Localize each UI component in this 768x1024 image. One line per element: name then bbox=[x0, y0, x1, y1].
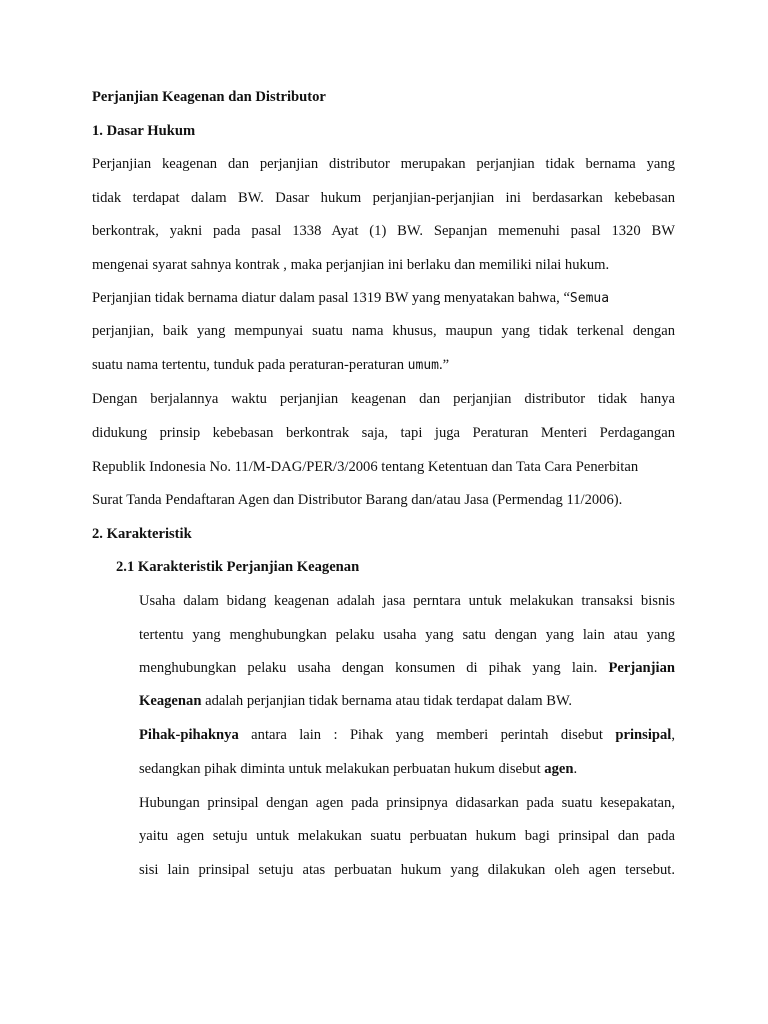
document-title bbox=[92, 88, 326, 106]
paragraph-line bbox=[92, 289, 675, 308]
paragraph-line bbox=[139, 659, 675, 677]
paragraph-text: sedangkan pihak diminta untuk melakukan perbuatan hukum disebut bbox=[139, 761, 545, 777]
paragraph-text: antara lain : Pihak yang memberi perintah disebut bbox=[238, 727, 616, 743]
paragraph-text: , bbox=[671, 727, 675, 743]
paragraph-line: Perjanjian keagenan dan perjanjian distributor merupakan perjanjian tidak bernama yang bbox=[92, 156, 675, 172]
paragraph-line: Republik Indonesia No. 11/M-DAG/PER/3/2006 tentang Ketentuan dan Tata Cara Penerbitan bbox=[92, 459, 639, 475]
paragraph-text: .” bbox=[438, 357, 450, 373]
paragraph-line: didukung prinsip kebebasan berkontrak saja, tapi juga Peraturan Menteri Perdagangan bbox=[92, 425, 675, 441]
bold-term: Pihak-pihaknya bbox=[139, 727, 239, 743]
paragraph-line bbox=[92, 356, 449, 375]
paragraph-line: Dengan berjalannya waktu perjanjian keagenan dan perjanjian distributor tidak hanya bbox=[92, 391, 675, 407]
section-1-heading-text: 1. Dasar Hukum bbox=[92, 123, 196, 139]
paragraph-line: Usaha dalam bidang keagenan adalah jasa perntara untuk melakukan transaksi bisnis bbox=[139, 593, 675, 609]
paragraph-text: menghubungkan pelaku usaha dengan konsumen di pihak yang lain. bbox=[139, 660, 609, 676]
paragraph-line: tertentu yang menghubungkan pelaku usaha yang satu dengan yang lain atau yang bbox=[139, 627, 675, 643]
subsection-2-1-heading bbox=[116, 558, 359, 576]
bold-term: Keagenan bbox=[139, 693, 202, 709]
paragraph-line bbox=[139, 692, 572, 710]
bold-term: prinsipal bbox=[615, 727, 672, 743]
paragraph-text: adalah perjanjian tidak bernama atau tidak terdapat dalam BW. bbox=[201, 693, 573, 709]
quote-text-mono: umum bbox=[407, 358, 439, 373]
quote-text-mono: Semua bbox=[569, 291, 610, 306]
paragraph-text: . bbox=[573, 761, 578, 777]
bold-term: agen bbox=[544, 761, 574, 777]
subsection-heading-text: 2.1 Karakteristik Perjanjian Keagenan bbox=[116, 559, 360, 575]
paragraph-line: tidak terdapat dalam BW. Dasar hukum perjanjian-perjanjian ini berdasarkan kebebasan bbox=[92, 190, 675, 206]
paragraph-text: Perjanjian tidak bernama diatur dalam pasal 1319 BW yang menyatakan bahwa, “ bbox=[92, 290, 570, 306]
paragraph-line: Surat Tanda Pendaftaran Agen dan Distributor Barang dan/atau Jasa (Permendag 11/2006). bbox=[92, 492, 623, 508]
title-text: Perjanjian Keagenan dan Distributor bbox=[92, 89, 326, 105]
paragraph-line: perjanjian, baik yang mempunyai suatu nama khusus, maupun yang tidak terkenal dengan bbox=[92, 323, 675, 339]
paragraph-line: sisi lain prinsipal setuju atas perbuatan hukum yang dilakukan oleh agen tersebut. bbox=[139, 862, 675, 878]
paragraph-line bbox=[139, 726, 675, 744]
paragraph-line bbox=[139, 760, 577, 778]
paragraph-line: mengenai syarat sahnya kontrak , maka perjanjian ini berlaku dan memiliki nilai hukum. bbox=[92, 257, 610, 273]
paragraph-text: suatu nama tertentu, tunduk pada peraturan-peraturan bbox=[92, 357, 408, 373]
paragraph-line: berkontrak, yakni pada pasal 1338 Ayat (1) BW. Sepanjan memenuhi pasal 1320 BW bbox=[92, 223, 675, 239]
bold-term: Perjanjian bbox=[608, 660, 675, 676]
section-2-heading bbox=[92, 525, 192, 543]
section-1-heading bbox=[92, 122, 195, 140]
paragraph-line: yaitu agen setuju untuk melakukan suatu perbuatan hukum bagi prinsipal dan pada bbox=[139, 828, 675, 844]
section-2-heading-text: 2. Karakteristik bbox=[92, 526, 192, 542]
paragraph-line: Hubungan prinsipal dengan agen pada prinsipnya didasarkan pada suatu kesepakatan, bbox=[139, 795, 675, 811]
